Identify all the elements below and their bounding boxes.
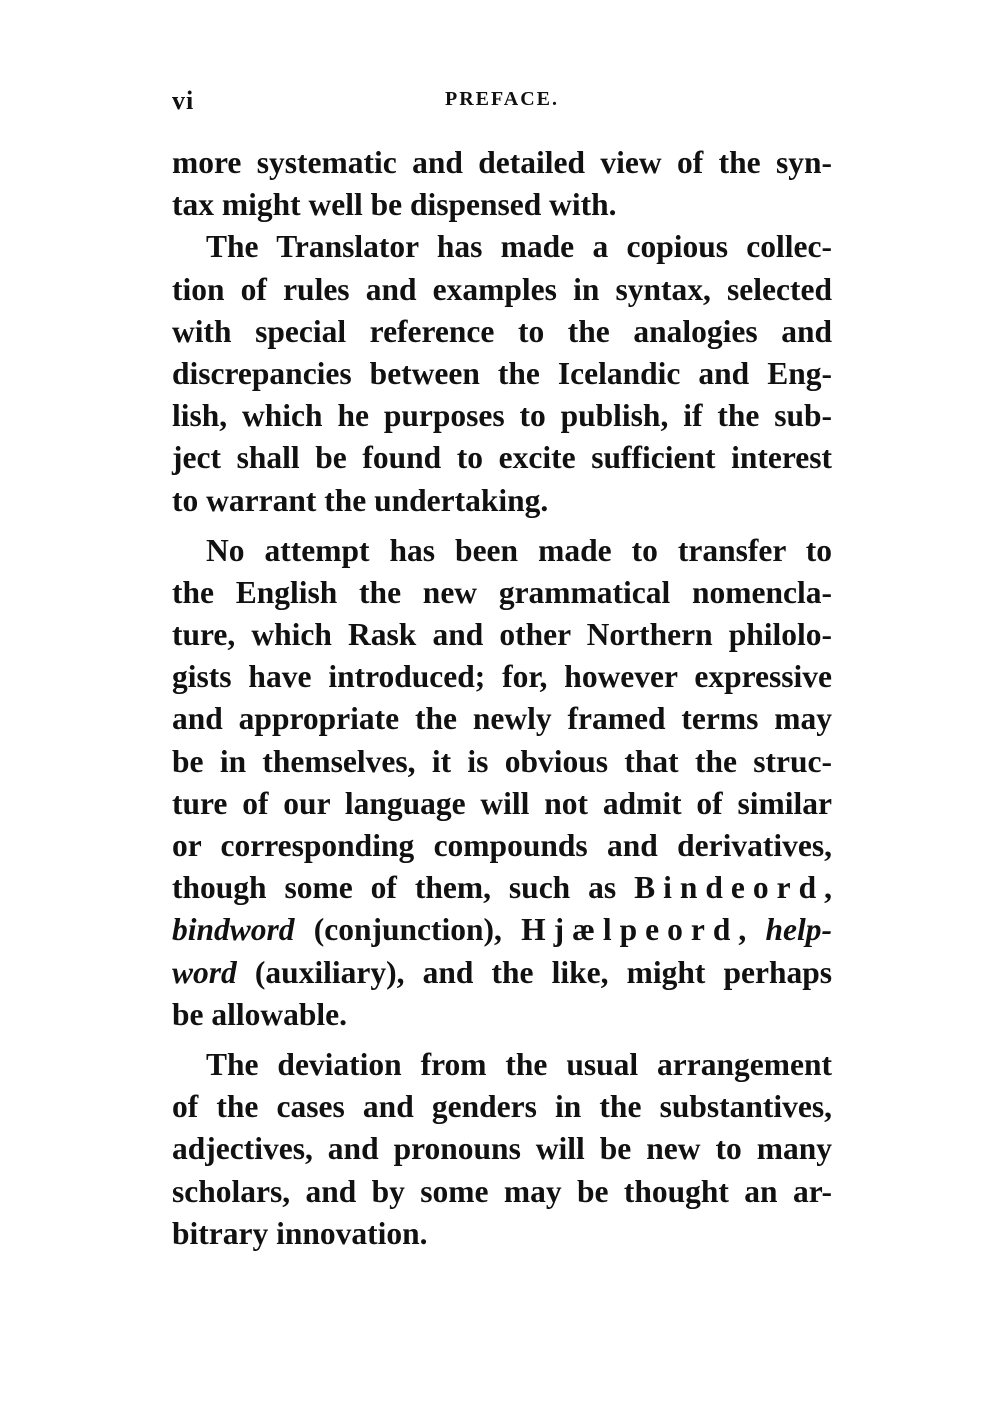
text-line: be allowable. [172,996,348,1032]
text-line: of the cases and genders in the substantives, [172,1089,832,1125]
text-line: or corresponding compounds and derivatives, [172,828,832,863]
text-line: more systematic and detailed view of the syn- [172,145,832,180]
body-text [172,142,832,1255]
text-line: scholars, and by some may be thought an ar- [172,1173,832,1209]
text-line: ture of our language will not admit of similar [172,785,832,821]
text-block-after [172,994,832,1255]
text-line: tion of rules and examples in syntax, selected [172,271,832,307]
text-line: discrepancies between the Icelandic and Eng- [172,355,832,391]
text-block-before [172,142,832,867]
text-line: tax might well be dispensed with. [172,187,617,223]
text-line: bindword (conjunction), Hjælpeord, help- [172,912,832,948]
text-line: though some of them, such as Bindeord, [172,870,832,906]
page-header [172,86,832,116]
page-number: vi [172,86,195,115]
text-line: gists have introduced; for, however expressive [172,659,832,695]
text-line: The Translator has made a copious collec- [206,229,832,265]
text-line: lish, which he purposes to publish, if the sub- [172,398,832,434]
text-line: to warrant the undertaking. [172,482,549,518]
text-line: with special reference to the analogies and [172,313,832,349]
text-line: the English the new grammatical nomencla- [172,574,832,610]
text-line: The deviation from the usual arrangement [206,1046,832,1082]
text-line: ject shall be found to excite sufficient interest [172,440,832,476]
text-line: bitrary innovation. [172,1215,428,1251]
text-line: ture, which Rask and other Northern philolo- [172,617,832,653]
text-line: No attempt has been made to transfer to [206,532,832,568]
running-head: PREFACE. [445,88,559,110]
text-line: adjectives, and pronouns will be new to many [172,1131,832,1167]
text-line: word (auxiliary), and the like, might perhaps [172,954,832,990]
text-line: be in themselves, it is obvious that the struc- [172,743,832,779]
text-line: and appropriate the newly framed terms may [172,701,832,737]
